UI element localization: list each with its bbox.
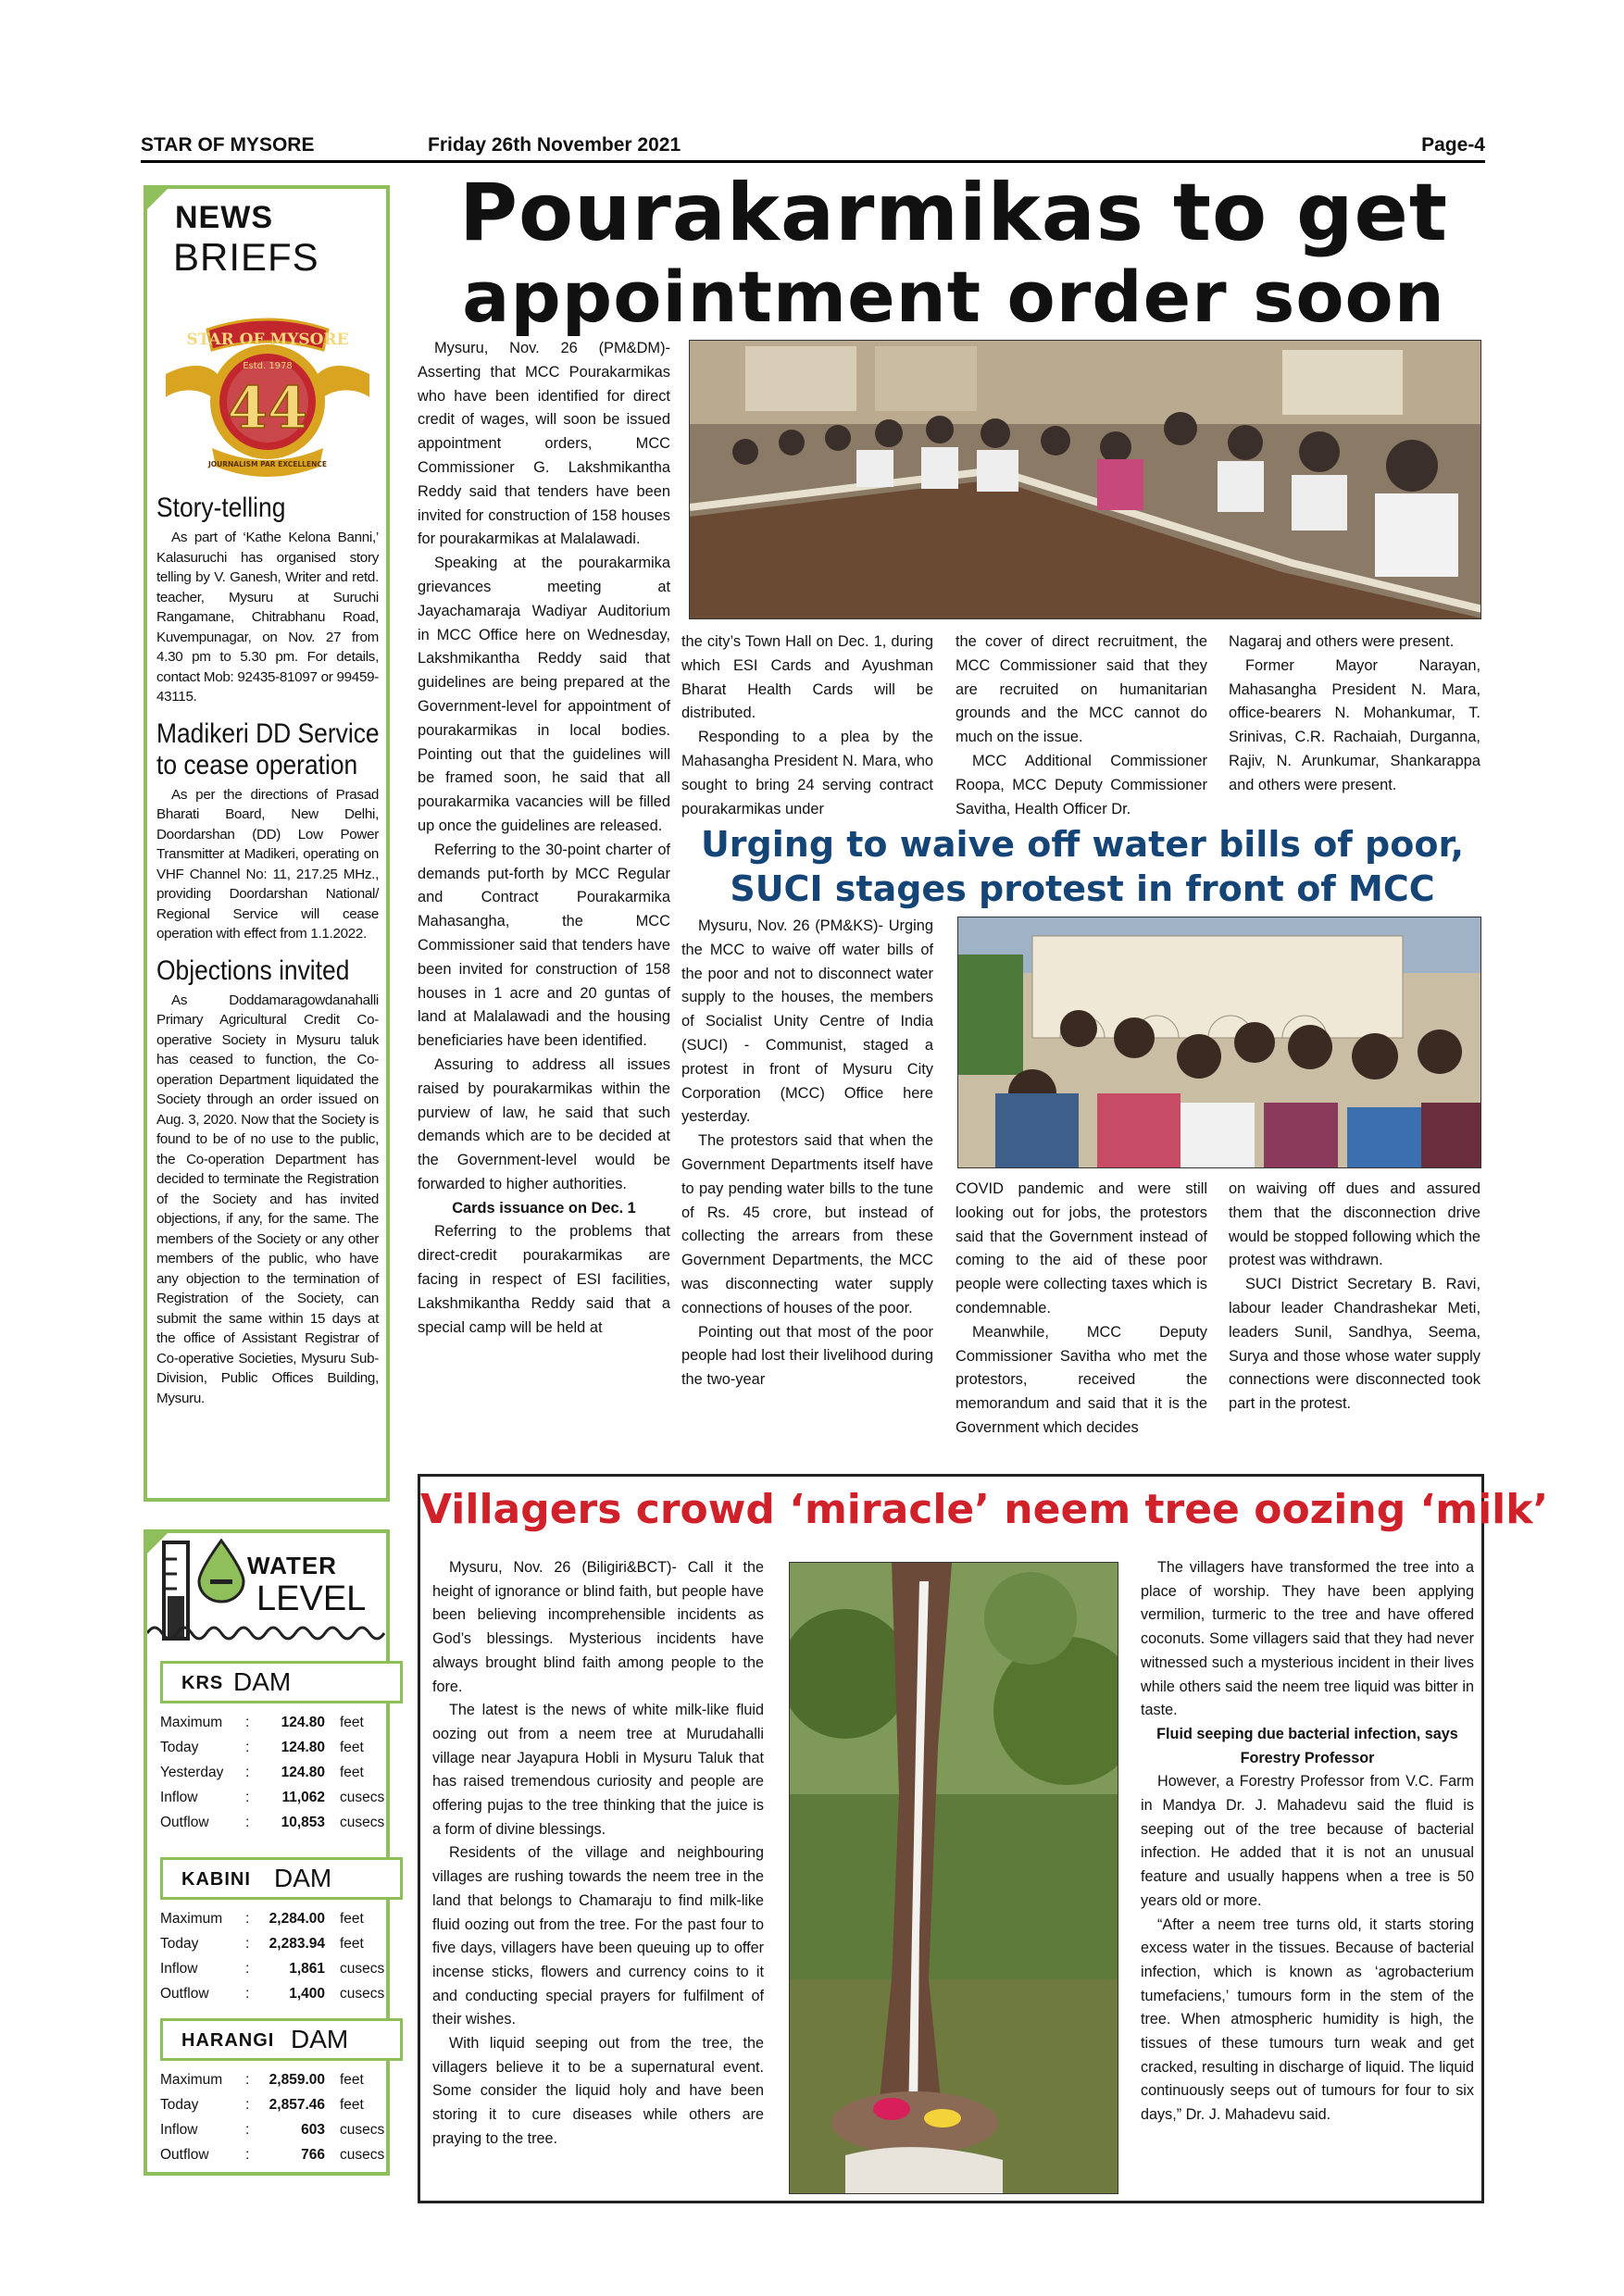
star-of-mysore-44-logo (156, 309, 379, 485)
dam-word: DAM (233, 1667, 292, 1696)
dam-word: DAM (291, 2025, 349, 2053)
brief-headline: Objections invited (156, 955, 350, 986)
article3-column-2: The villagers have transformed the tree into a place of worship. They have been applying vermilion, turmeric to the tree and have offered coconuts. Some villagers said that they had never witnessed such a mysterious incident in their lives while others said the neem tree liquid was bitter in taste. Fluid seeping due bacterial infection, says Forestry Professor However, a Forestry Professor from V.C. Farm in Mandya Dr. J. Mahadevu said the fluid is seeping out of the tree because of bacterial infection. He added that it is not an unusual feature and usually happens when a tree is 50 years old or more. “After a neem tree turns old, it starts storing excess water in the tissues. Because of bacterial infection, which is known as ‘agrobacterium tumefaciens,’ tumours form in the stem of the tree. When atmospheric humidity is high, the tissues of these tumours turn weak and get cracked, resulting in discharge of liquid. The liquid continuously seeps out of tumours for four to six days,” Dr. J. Mahadevu said. (1141, 1559, 1474, 2124)
paper-name: STAR OF MYSORE (141, 134, 315, 156)
krs-row-maximum: Maximum : 124.80 feet (160, 1715, 364, 1730)
protest-photo-image (958, 917, 1481, 1168)
article1-headline-line1: Pourakarmikas to get (459, 167, 1448, 259)
dam-label-harangi (160, 2018, 403, 2061)
article1-column-1: Mysuru, Nov. 26 (PM&DM)- Asserting that MCC Pourakarmikas who have been identified for direct credit of wages, will soon be issued appointment orders, MCC Commissioner G. Lakshmikantha Reddy said that tenders have been invited for construction of 158 houses for pourakarmikas at Malalawadi. Speaking at the pourakarmika grievances meeting at Jayachamaraja Wadiyar Auditorium in MCC Office here on Wednesday, Lakshmikantha Reddy said that guidelines are being prepared at the Government-level for appointment of pourakarmikas in local bodies. Pointing out that the guidelines will be framed soon, he said that all pourakarmika vacancies will be filled up once the guidelines are released. Referring to the 30-point charter of demands put-forth by MCC Regular and Contract Pourakarmika Mahasangha, the MCC Commissioner said that tenders have been invited for construction of 158 houses in 1 acre and 20 guntas of land at Malalawadi and the housing beneficiaries have been identified. Assuring to address all issues raised by pourakarmikas within the purview of law, he said that such demands which are to be decided at the Government-level would be forwarded to higher authorities. Cards issuance on Dec. 1 Referring to the problems that direct-credit pourakarmikas are facing in respect of ESI facilities, Lakshmikantha Reddy said that a special camp will be held at (418, 340, 670, 1336)
neem-tree-photo-image (790, 1563, 1118, 2194)
news-briefs-title-news: NEWS (175, 200, 273, 235)
news-briefs-title-briefs: BRIEFS (173, 235, 319, 279)
dam-label-kabini (160, 1857, 403, 1900)
article3-column-1: Mysuru, Nov. 26 (Biligiri&BCT)- Call it the height of ignorance or blind faith, but people have been believing incomprehensible incidents as God’s blessings. Mysterious incidents have always brought blind faith among people to the fore. The latest is the news of white milk-like fluid oozing out from a neem tree at Murudahalli village near Jayapura Hobli in Mysuru Taluk that has raised tremendous curiosity and people are offering pujas to the tree thinking that the juice is a form of divine blessings. Residents of the village and neighbouring villages are rushing towards the neem tree in the land that belongs to Chamaraju to find milk-like fluid oozing out from the tree. For the past four to five days, villagers have been queuing up to offer incense sticks, flowers and currency coins to it and conducting special prayers for fulfilment of their wishes. With liquid seeping out from the tree, the villagers believe it to be a supernatural event. Some consider the liquid holy and have been storing it to cure diseases while others are praying to the tree. (432, 1559, 764, 2147)
brief-body: As Doddamaragowdanahalli Primary Agricultural Credit Co-operative Society in Mysuru taluk has ceased to function, the Co-operation Department liquidated the Society through an order issued on Aug. 3, 2020. Now that the Society is found to be of no use to the public, the Co-operation Department has decided to terminate the Registration of the Society and has invited objections, if any, for the same. The members of the Society or any other members of the public, who have any objection to the termination of Registration of the Society, can submit the same within 15 days at the office of Assistant Registrar of Co-operative Societies, Mysuru Sub-Division, Public Offices Building, Mysuru. (156, 992, 379, 1406)
article2-column-2: COVID pandemic and were still looking out for jobs, the protestors said that the Government instead of coming to the aid of these poor people were collecting taxes which is condemnable. Meanwhile, MCC Deputy Commissioner Savitha who met the protestors, received the memorandum and said that it is the Government which decides (956, 1180, 1207, 1436)
neem-tree-photo (789, 1562, 1118, 2194)
water-drop-icon (195, 1539, 247, 1603)
brief-madikeri-dd (156, 718, 379, 944)
water-level-title-water: WATER (247, 1552, 337, 1579)
dam-label-krs (160, 1661, 403, 1703)
water-level-title-level: LEVEL (256, 1579, 367, 1618)
wave-decoration (147, 1622, 386, 1644)
corner-tab-icon (144, 185, 175, 217)
page-number: Page-4 (1421, 134, 1485, 156)
harangi-row-today: Today : 2,857.46 feet (160, 2097, 364, 2113)
krs-row-yesterday: Yesterday : 124.80 feet (160, 1765, 364, 1780)
article1-column-4: Nagaraj and others were present. Former Mayor Narayan, Mahasangha President N. Mara, office-bearers N. Mohankumar, T. Srinivas, C.R. Rachaiah, Durganna, Rajiv, N. Arunkumar, Shankarappa and others were present. (1229, 633, 1480, 793)
svg-text:STAR OF MYSORE: STAR OF MYSORE (186, 331, 349, 349)
meeting-photo-image (690, 341, 1481, 619)
article1-headline-line2: appointment order soon (462, 256, 1445, 338)
brief-objections-invited (156, 955, 379, 1409)
meeting-photo (689, 340, 1481, 619)
svg-text:JOURNALISM PAR EXCELLENCE: JOURNALISM PAR EXCELLENCE (207, 460, 328, 468)
harangi-row-outflow: Outflow : 766 cusecs (160, 2147, 385, 2163)
protest-photo (957, 917, 1481, 1168)
brief-headline: Madikeri DD Service to cease operation (156, 718, 380, 780)
briefs-list (156, 493, 379, 1419)
kabini-row-inflow: Inflow : 1,861 cusecs (160, 1961, 385, 1977)
kabini-row-outflow: Outflow : 1,400 cusecs (160, 1986, 385, 2002)
dam-key: HARANGI (181, 2030, 275, 2051)
article3-box (418, 1474, 1549, 2203)
krs-row-today: Today : 124.80 feet (160, 1740, 364, 1755)
article1-column-2: the city’s Town Hall on Dec. 1, during which ESI Cards and Ayushman Bharat Health Cards will be distributed. Responding to a plea by the Mahasangha President N. Mara, who sought to bring 24 serving contract pourakarmikas under (681, 633, 933, 817)
water-level-box (144, 1529, 390, 2176)
dam-word: DAM (274, 1864, 332, 1892)
brief-body: As per the directions of Prasad Bharati Board, New Delhi, Doordarshan (DD) Low Power Transmitter at Madikeri, operating on VHF Channel No: 11, 217.25 MHz., providing Doordarshan National/ Regional Service will cease operation with effect from 1.1.2022. (156, 786, 379, 942)
kabini-row-maximum: Maximum : 2,284.00 feet (160, 1911, 364, 1927)
article2-headline-line1: Urging to waive off water bills of poor, (700, 824, 1465, 865)
svg-text:44: 44 (227, 374, 308, 442)
krs-row-outflow: Outflow : 10,853 cusecs (160, 1815, 385, 1830)
news-briefs-box (144, 185, 390, 1502)
harangi-row-maximum: Maximum : 2,859.00 feet (160, 2072, 364, 2088)
article2-headline-line2: SUCI stages protest in front of MCC (730, 868, 1435, 909)
issue-date: Friday 26th November 2021 (428, 134, 681, 156)
harangi-row-inflow: Inflow : 603 cusecs (160, 2122, 385, 2138)
article3-headline: Villagers crowd ‘miracle’ neem tree oozing ‘milk’ (420, 1486, 1549, 1533)
article1-column-3: the cover of direct recruitment, the MCC Commissioner said that they are recruited on humanitarian grounds and the MCC cannot do much on the issue. MCC Additional Commissioner Roopa, MCC Deputy Commissioner Savitha, Health Officer Dr. (956, 633, 1207, 817)
brief-story-telling (156, 493, 379, 707)
brief-headline: Story-telling (156, 493, 286, 523)
dam-key: KRS (181, 1673, 224, 1693)
krs-row-inflow: Inflow : 11,062 cusecs (160, 1790, 385, 1805)
article2-column-3: on waiving off dues and assured them that the disconnection drive would be stopped following which the protest was withdrawn. SUCI District Secretary B. Ravi, labour leader Chandrashekar Meti, leaders Sunil, Sandhya, Seema, Surya and those whose water supply connections were disconnected took part in the protest. (1229, 1180, 1480, 1413)
brief-body: As part of ‘Kathe Kelona Banni,’ Kalasuruchi has organised story telling by V. Ganesh, Writer and retd. teacher, Mysuru at Suruchi Rangamane, Chitrabhanu Road, Kuvempunagar, on Nov. 27 from 4.30 pm to 5.30 pm. For details, contact Mob: 92435-81097 or 99459-43115. (156, 530, 379, 705)
article2-column-1: Mysuru, Nov. 26 (PM&KS)- Urging the MCC to waive off water bills of the poor and not to disconnect water supply to the houses, the members of Socialist Unity Centre of India (SUCI) - Communist, staged a protest in front of Mysuru City Corporation (MCC) Office here yesterday. The protestors said that when the Government Departments itself have to pay pending water bills to the tune of Rs. 45 crore, but instead of collecting the arrears from these Government Departments, the MCC was disconnecting water supply connections of houses of the poor. Pointing out that most of the poor people had lost their livelihood during the two-year (681, 917, 933, 1389)
svg-text:Estd. 1978: Estd. 1978 (243, 361, 293, 371)
dam-key: KABINI (181, 1869, 251, 1890)
kabini-row-today: Today : 2,283.94 feet (160, 1936, 364, 1952)
masthead-rule (141, 160, 1485, 163)
